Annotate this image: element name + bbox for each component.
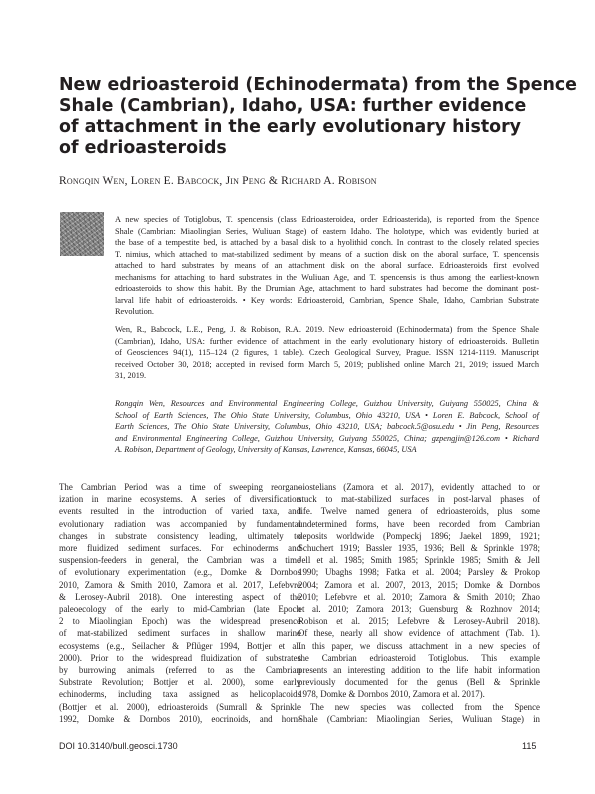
- author-list: Rongqin Wen, Loren E. Babcock, Jin Peng & Richard A. Robison: [59, 175, 377, 187]
- body-line: 1990; Ubaghs 1998; Fatka et al. 2004; Parsley & Prokop: [298, 567, 540, 578]
- title-line: Shale (Cambrian), Idaho, USA: further evidence: [59, 96, 527, 116]
- body-line: oiostelians (Zamora et al. 2017), evidently attached to or: [298, 482, 540, 492]
- abstract: [115, 214, 539, 318]
- body-line: of mat-stabilized sediment surfaces in shallow marine: [59, 628, 301, 639]
- body-line: undetermined forms, have been recorded from Cambrian: [298, 518, 540, 529]
- body-column-right: [298, 481, 540, 725]
- body-line: (Bottjer et al. 2000), edrioasteroids (Sumrall & Sprinkle: [59, 701, 301, 712]
- body-line: & Lerosey-Aubril 2018). One interesting aspect of the: [59, 591, 301, 602]
- citation-line: of Geosciences 94(1), 115–124 (2 figures, 1 table). Czech Geological Survey, Prague. ISSN 1214-1119. Manuscript: [115, 348, 539, 357]
- body-line: Shale (Cambrian: Miaolingian Series, Wuliuan Stage) in: [298, 713, 540, 724]
- body-line: In this paper, we discuss attachment in a new species of: [298, 640, 540, 651]
- body-column-left: [59, 481, 301, 725]
- title-line: of attachment in the early evolutionary history: [59, 117, 522, 137]
- citation: [115, 324, 539, 382]
- body-line: the Cambrian edrioasteroid Totiglobus. This example: [298, 652, 540, 663]
- body-line: deposits worldwide (Pompeckj 1896; Jaekel 1899, 1921;: [298, 530, 540, 541]
- article-title: [59, 75, 577, 159]
- body-line: echinoderms, including taxa assigned as helicoplacoids: [59, 689, 301, 700]
- body-line: changes in substrate consistency leading, ultimately to: [59, 530, 301, 541]
- abstract-line: mechanisms for attaching to hard substrates in the Wuliuan Age, and T. spencensis is thus among the earliest-known: [115, 272, 539, 282]
- affiliation-line: A. Robison, Department of Geology, University of Kansas, Lawrence, Kansas, 66045, USA: [115, 445, 417, 454]
- body-line: events resulted in the introduction of varied taxa, and: [59, 506, 301, 517]
- body-line: 2004; Zamora et al. 2007, 2013, 2015; Domke & Dornbos: [298, 579, 540, 590]
- affiliation-line: School of Earth Sciences, The Ohio State University, Columbus, Ohio 43210, USA • Loren E. Babcock, School of: [115, 410, 539, 420]
- citation-line: Wen, R., Babcock, L.E., Peng, J. & Robison, R.A. 2019. New edrioasteroid (Echinodermata) from the Spence Shale: [115, 325, 539, 334]
- abstract-line: the base of a tempestite bed, is attached by a basal disk to a hyolithid conch. In contrast to the closely related species: [115, 238, 539, 247]
- citation-line: 31, 2019.: [115, 371, 147, 380]
- body-line: previously documented for the genus (Bell & Sprinkle: [298, 677, 540, 688]
- page-number: 115: [522, 741, 537, 751]
- body-line: 2000). Prior to the widespread fluidization of substrates: [59, 652, 301, 663]
- abstract-line: attached to hard substrates by means of an attachment disk on the aboral surface. Edrioasteroids first evolved: [115, 261, 539, 270]
- citation-line: received October 30, 2018; accepted in revised form March 5, 2019; published online March 21, 2019; issued March: [115, 359, 539, 369]
- body-line: Robison et al. 2015; Lefebvre & Lerosey-Aubril 2018).: [298, 616, 540, 627]
- abstract-line: larval life habit of edrioasteroids. • Key words: Edrioasteroid, Cambrian, Spence Shale, Idaho, Cambrian Substrate: [115, 295, 539, 305]
- body-line: 1992, Domke & Dornbos 2010), eocrinoids, and horn-: [59, 713, 301, 724]
- body-line: suspension-feeders in general, the Cambrian was a time: [59, 555, 301, 566]
- fossil-texture-image: [60, 212, 104, 256]
- abstract-line: T. nimius, which attached to mat-stabilized sediment by means of a suction disk on the aboral surface, T. spencensis: [115, 249, 539, 259]
- body-line: by burrowing animals (referred to as the Cambrian: [59, 665, 301, 676]
- body-line: 2010, Zamora & Smith 2010, Zamora et al. 2017, Lefebvre: [59, 579, 301, 590]
- body-line: of evolutionary experimentation (e.g., Domke & Dornbos: [59, 567, 301, 578]
- body-line: more fluidized sediment surfaces. For echinoderms and: [59, 543, 301, 554]
- body-line: paleoecology of the early to mid-Cambrian (late Epoch: [59, 604, 301, 615]
- body-line: et al. 2010; Zamora 2013; Guensburg & Rozhnov 2014;: [298, 604, 540, 615]
- body-line: The Cambrian Period was a time of sweeping reorgan-: [59, 482, 301, 492]
- body-line: ecosystems (e.g., Seilacher & Pflüger 1994, Bottjer et al.: [59, 640, 301, 651]
- body-line: life. Twelve named genera of edrioasteroids, plus some: [298, 506, 540, 517]
- affiliation-line: Rongqin Wen, Resources and Environmental Engineering College, Guizhou University, Guiyang 550025, China &: [115, 399, 539, 408]
- body-line: ization in marine ecosystems. A series of diversification: [59, 494, 301, 505]
- doi-footer: DOI 10.3140/bull.geosci.1730: [59, 741, 178, 751]
- abstract-line: Revolution.: [115, 307, 154, 316]
- affiliations: [115, 398, 539, 456]
- abstract-line: edrioasteroids to show this habit. By the Drumian Age, attachment to hard substrates had become the dominant post-: [115, 284, 539, 293]
- body-line: Substrate Revolution; Bottjer et al. 2000), some early: [59, 677, 301, 688]
- title-line: of edrioasteroids: [59, 138, 227, 158]
- abstract-line: A new species of Totiglobus, T. spencensis (class Edrioasteroidea, order Edrioasterida), is reported from the Spence: [115, 215, 539, 224]
- body-line: Of these, nearly all show evidence of attachment (Tab. 1).: [298, 628, 540, 639]
- body-line: 2 to Miaolingian Epoch) was the widespread presence: [59, 616, 301, 627]
- body-line: evolutionary radiation was accompanied by fundamental: [59, 518, 301, 529]
- body-line: stuck to mat-stabilized surfaces in post-larval phases of: [298, 494, 540, 505]
- body-line: Jell et al. 1985; Smith 1985; Sprinkle 1985; Smith & Jell: [298, 555, 540, 566]
- body-line: 1978, Domke & Dornbos 2010, Zamora et al. 2017).: [298, 689, 485, 700]
- affiliation-line: Earth Sciences, The Ohio State University, Columbus, Ohio 43210, USA; babcock.5@osu.edu • Jin Peng, Resources: [115, 422, 539, 431]
- abstract-line: Shale (Cambrian: Miaolingian Series, Wuliuan Stage) of eastern Idaho. The holotype, which was evidently buried at: [115, 226, 539, 236]
- citation-line: (Cambrian), Idaho, USA: further evidence of attachment in the early evolutionary history of edrioasteroids. Bulletin: [115, 336, 539, 346]
- body-line: Schuchert 1919; Bassler 1935, 1936; Bell & Sprinkle 1978;: [298, 543, 540, 554]
- affiliation-line: and Environmental Engineering College, Guizhou University, Guiyang 550025, China; gzpengjin@126.com • Richard: [115, 433, 539, 443]
- title-line: New edrioasteroid (Echinodermata) from the Spence: [59, 75, 577, 95]
- body-line: 2010; Lefebvre et al. 2010; Zamora & Smith 2010; Zhao: [298, 591, 540, 602]
- body-line: The new species was collected from the Spence: [310, 701, 540, 712]
- body-line: presents an interesting addition to the life habit information: [298, 665, 540, 676]
